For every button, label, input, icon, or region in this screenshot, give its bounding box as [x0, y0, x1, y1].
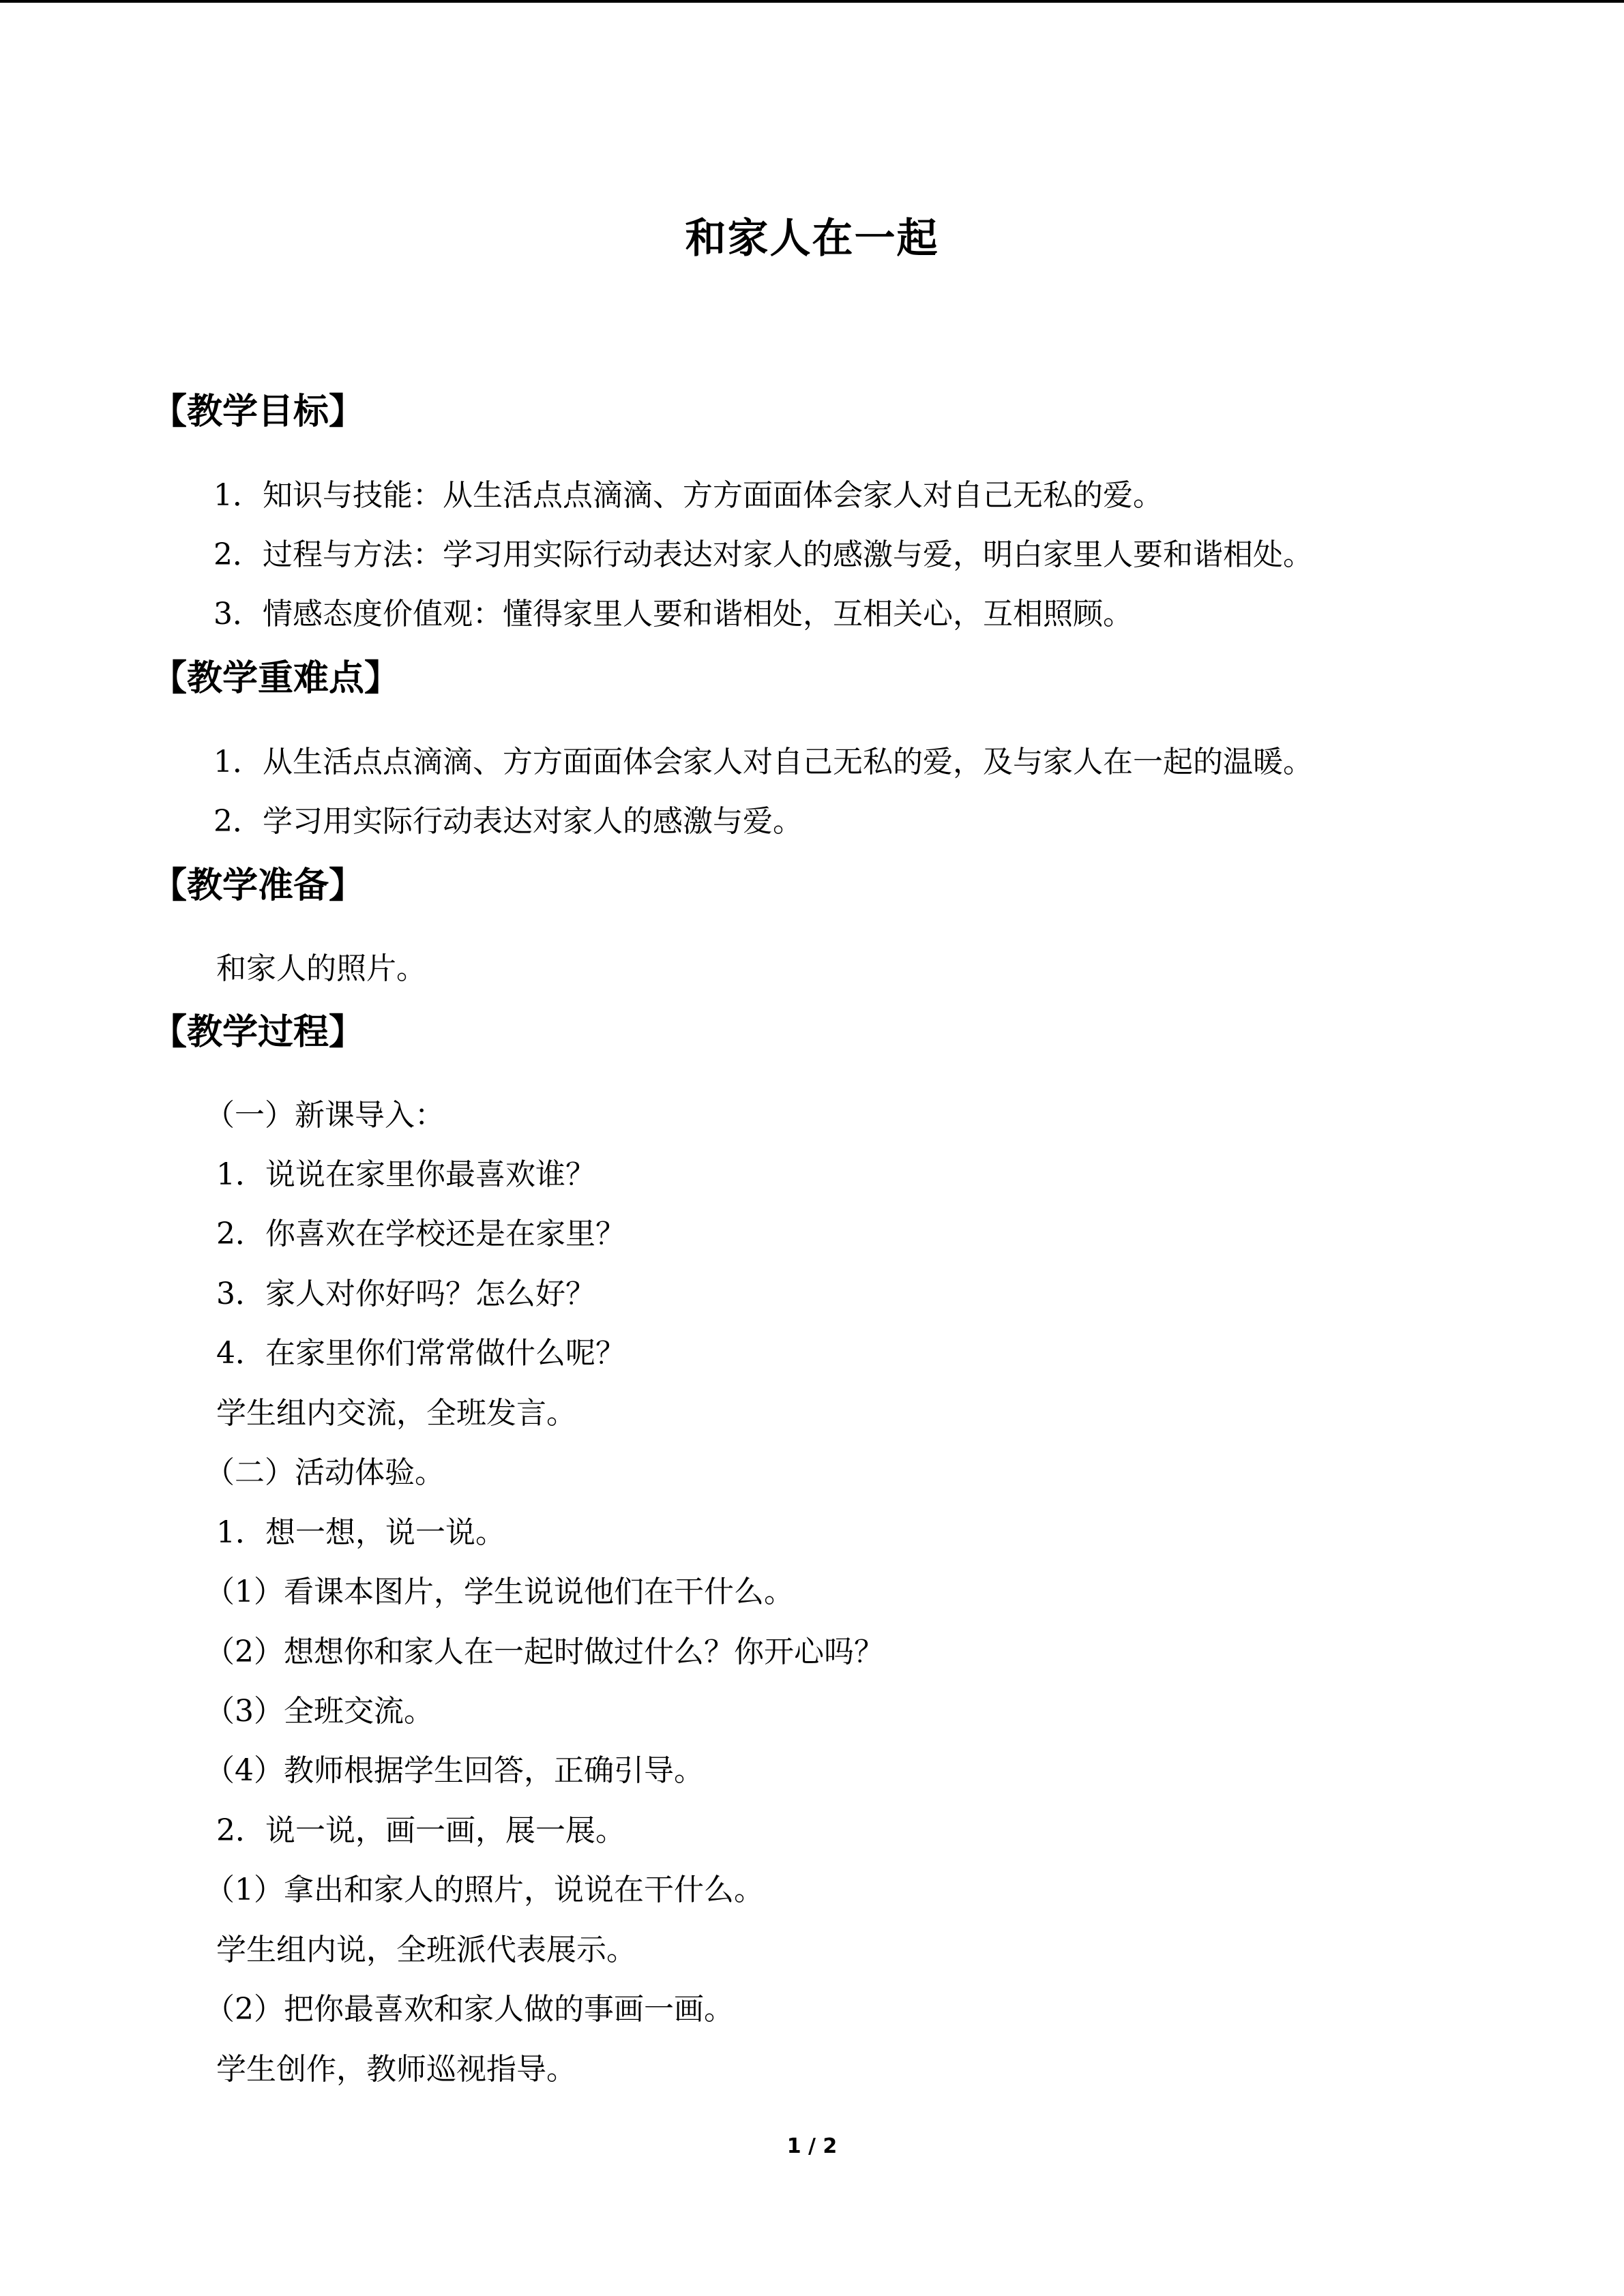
- process-item: （1）看课本图片，学生说说他们在干什么。: [205, 1575, 794, 1609]
- process-item: 2．你喜欢在学校还是在家里？: [216, 1217, 625, 1251]
- process-item: 学生创作，教师巡视指导。: [216, 2052, 576, 2087]
- key-point-item: 1．从生活点点滴滴、方方面面体会家人对自己无私的爱，及与家人在一起的温暖。: [213, 745, 1313, 779]
- top-border: [0, 0, 1624, 3]
- process-item: （4）教师根据学生回答，正确引导。: [205, 1753, 704, 1788]
- preparation-item: 和家人的照片。: [216, 951, 426, 986]
- key-point-item: 2．学习用实际行动表达对家人的感激与爱。: [213, 804, 803, 839]
- objective-item: 3．情感态度价值观：懂得家里人要和谐相处，互相关心，互相照顾。: [213, 597, 1133, 631]
- heading-objectives: 【教学目标】: [151, 391, 365, 432]
- process-item: 学生组内说，全班派代表展示。: [216, 1933, 636, 1967]
- process-item: （2）想想你和家人在一起时做过什么？你开心吗？: [205, 1635, 884, 1669]
- heading-key-points: 【教学重难点】: [151, 658, 400, 699]
- process-item: 4．在家里你们常常做什么呢？: [216, 1336, 625, 1371]
- heading-preparation: 【教学准备】: [151, 865, 365, 906]
- page-number: 1 / 2: [786, 2134, 838, 2158]
- process-item: （3）全班交流。: [205, 1694, 434, 1729]
- document-title: 和家人在一起: [685, 215, 939, 263]
- heading-process: 【教学过程】: [151, 1012, 365, 1053]
- process-item: 3．家人对你好吗？怎么好？: [216, 1277, 595, 1311]
- process-item: （二）活动体验。: [205, 1455, 445, 1490]
- objective-item: 1．知识与技能：从生活点点滴滴、方方面面体会家人对自己无私的爱。: [213, 478, 1163, 513]
- objective-item: 2．过程与方法：学习用实际行动表达对家人的感激与爱，明白家里人要和谐相处。: [213, 537, 1313, 572]
- process-item: （一）新课导入：: [205, 1098, 445, 1133]
- process-item: 2．说一说，画一画，展一展。: [216, 1813, 625, 1848]
- process-item: 1．想一想，说一说。: [216, 1515, 505, 1550]
- process-item: （2）把你最喜欢和家人做的事画一画。: [205, 1992, 734, 2027]
- process-item: （1）拿出和家人的照片，说说在干什么。: [205, 1873, 764, 1907]
- process-item: 学生组内交流，全班发言。: [216, 1396, 576, 1431]
- process-item: 1．说说在家里你最喜欢谁？: [216, 1157, 595, 1192]
